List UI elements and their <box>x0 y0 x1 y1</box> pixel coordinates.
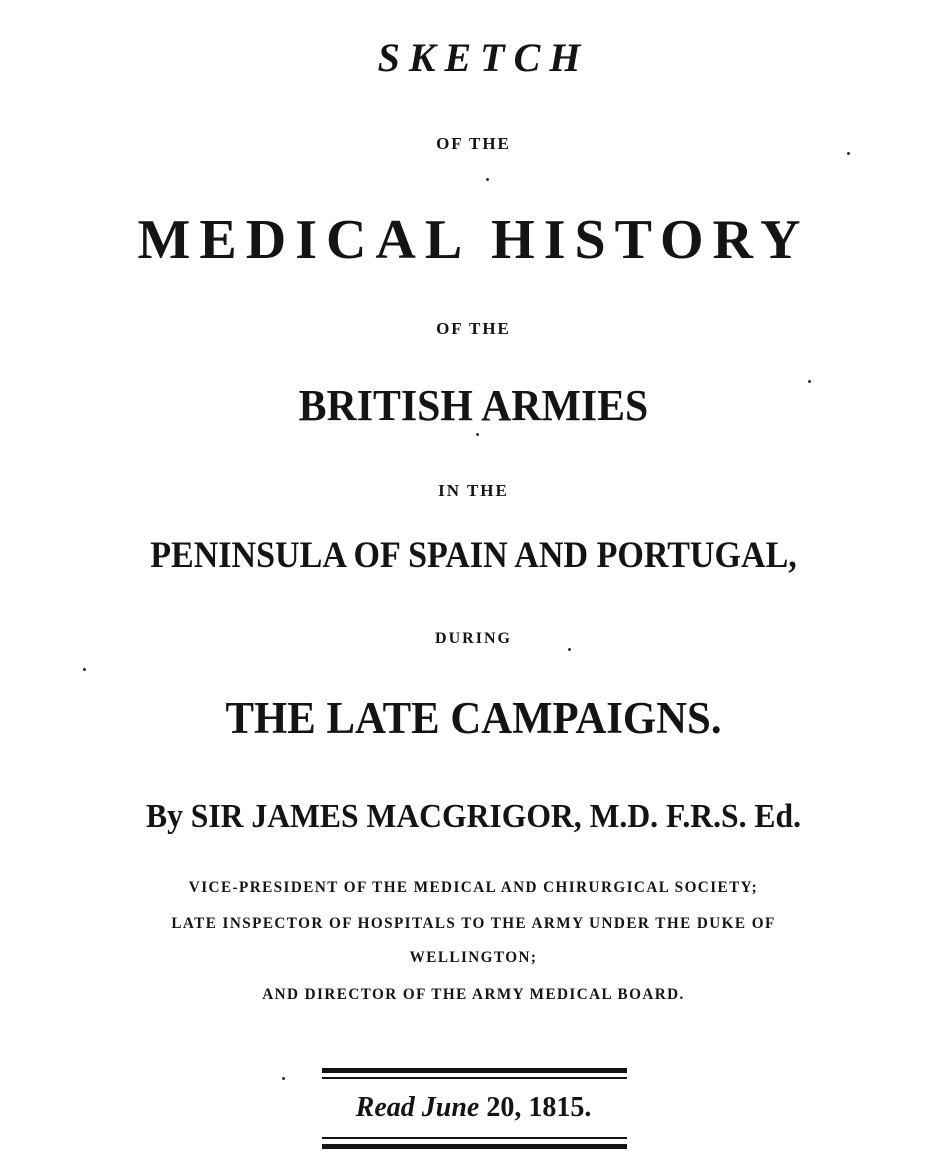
title-in-the: IN THE <box>438 481 509 500</box>
title-of-the-1: OF THE <box>436 134 511 153</box>
read-date-line <box>0 1094 947 1122</box>
scan-speck <box>476 433 479 436</box>
credential-late-inspector: LATE INSPECTOR OF HOSPITALS TO THE ARMY UNDER THE DUKE OF <box>171 915 776 932</box>
credential-vice-president: VICE-PRESIDENT OF THE MEDICAL AND CHIRURGICAL SOCIETY; <box>188 879 759 896</box>
divider-rule-thin-bottom <box>322 1137 627 1139</box>
scan-speck <box>83 668 86 671</box>
scan-speck <box>808 380 811 383</box>
title-late-campaigns: THE LATE CAMPAIGNS. <box>225 693 722 743</box>
title-peninsula: PENINSULA OF SPAIN AND PORTUGAL, <box>150 535 797 576</box>
title-during: DURING <box>435 630 512 647</box>
read-label: Read June <box>355 1092 480 1123</box>
scan-speck <box>568 648 571 651</box>
title-of-the-2: OF THE <box>436 319 511 338</box>
credential-wellington: WELLINGTON; <box>409 949 538 966</box>
read-date: 20, 1815. <box>486 1092 592 1123</box>
divider-rule-thick-top <box>322 1068 627 1073</box>
scan-speck <box>282 1077 285 1080</box>
title-medical-history: MEDICAL HISTORY <box>137 209 810 271</box>
scan-speck <box>847 152 850 155</box>
title-british-armies: BRITISH ARMIES <box>298 381 649 430</box>
scan-speck <box>486 178 489 181</box>
author-byline: By SIR JAMES MACGRIGOR, M.D. F.R.S. Ed. <box>145 798 802 835</box>
title-sketch: SKETCH <box>377 35 590 80</box>
divider-rule-thick-bottom <box>322 1144 627 1149</box>
credential-director: AND DIRECTOR OF THE ARMY MEDICAL BOARD. <box>262 986 685 1003</box>
divider-rule-thin-top <box>322 1077 627 1079</box>
